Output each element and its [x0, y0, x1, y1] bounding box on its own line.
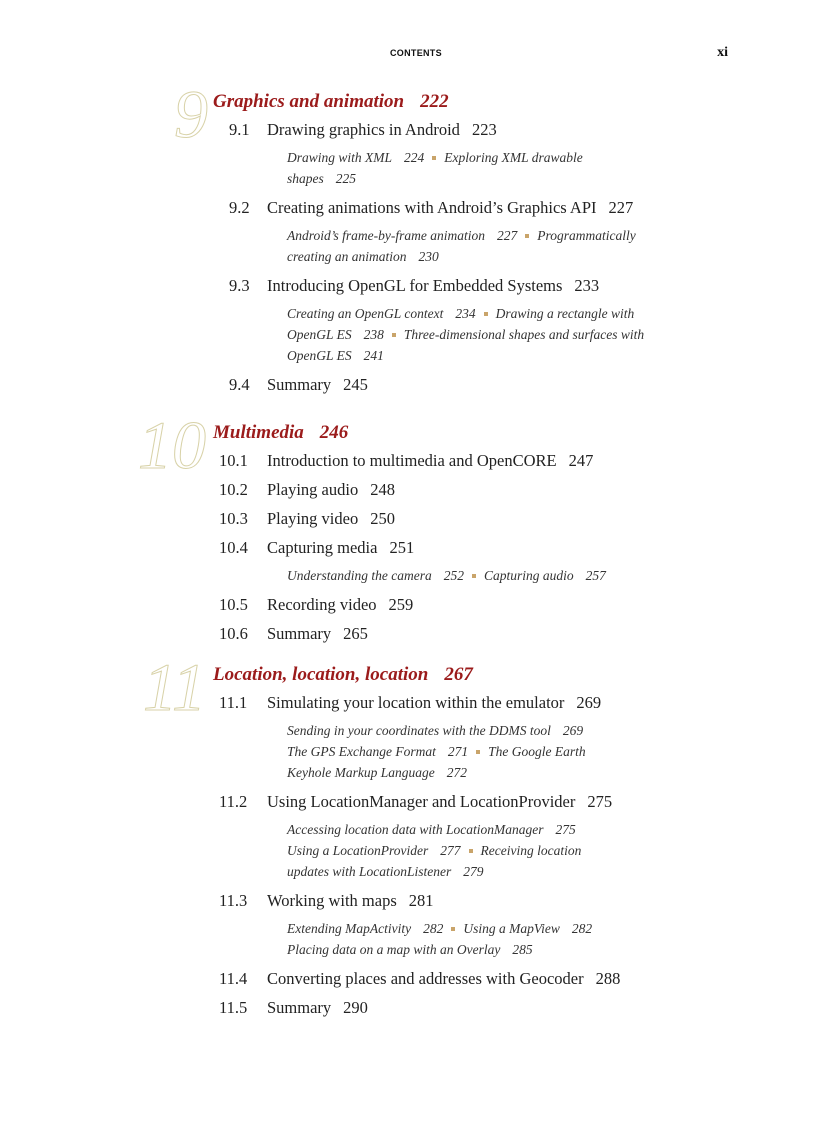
chapter-title-text: Multimedia — [213, 422, 304, 443]
chapter-title-text: Graphics and animation — [213, 91, 405, 112]
bullet-separator — [451, 927, 455, 931]
section-title-text: Capturing media — [267, 538, 378, 557]
subsection-title[interactable]: Creating an OpenGL context — [287, 306, 444, 321]
subsection-title[interactable]: Programmatically — [537, 228, 636, 243]
subsection-page: 275 — [555, 822, 576, 837]
subsection-page: 230 — [418, 249, 439, 264]
section-page: 250 — [370, 509, 395, 528]
subsection-line — [287, 168, 356, 189]
section-title-text: Introduction to multimedia and OpenCORE — [267, 451, 557, 470]
section-title — [267, 890, 434, 912]
bullet-separator — [469, 849, 473, 853]
section-number: 11.3 — [219, 891, 248, 910]
section-title — [267, 623, 368, 645]
subsection-title[interactable]: Understanding the camera — [287, 568, 432, 583]
subsection-page: 225 — [335, 171, 356, 186]
section-page: 233 — [574, 276, 600, 295]
subsection-title[interactable]: Using a MapView — [463, 921, 560, 936]
subsection-title[interactable]: Drawing with XML — [287, 150, 393, 165]
section-title — [267, 374, 368, 396]
section-number: 9.2 — [229, 198, 250, 217]
subsection-line — [287, 225, 636, 246]
subsection-title[interactable]: The Google Earth — [488, 744, 586, 759]
section-page: 247 — [568, 451, 594, 470]
section-entry[interactable] — [0, 997, 816, 1019]
section-page: 288 — [595, 969, 621, 988]
section-page: 248 — [370, 480, 395, 499]
section-title — [267, 997, 368, 1019]
section-number: 10.1 — [219, 451, 248, 470]
bullet-separator — [392, 333, 396, 337]
section-number: 11.2 — [219, 792, 248, 811]
subsection-title[interactable]: Sending in your coordinates with the DDMS tool — [287, 723, 551, 738]
section-number: 9.3 — [229, 276, 250, 295]
subsection-line — [287, 918, 592, 939]
section-entry[interactable] — [0, 623, 816, 645]
section-title-text: Simulating your location within the emulator — [267, 693, 565, 712]
subsection-title[interactable]: Drawing a rectangle with — [495, 306, 635, 321]
subsection-title[interactable]: Accessing location data with LocationManager — [287, 822, 544, 837]
subsection-title[interactable]: creating an animation — [287, 249, 407, 264]
subsection-page: 282 — [423, 921, 444, 936]
subsection-line — [287, 147, 583, 168]
subsection-line — [287, 345, 384, 366]
chapter-title[interactable] — [213, 421, 348, 445]
section-title-text: Summary — [267, 998, 332, 1017]
subsection-line — [287, 819, 576, 840]
subsection-title[interactable]: updates with LocationListener — [287, 864, 452, 879]
subsection-title[interactable]: Android’s frame-by-frame animation — [287, 228, 485, 243]
section-entry[interactable] — [0, 275, 816, 297]
subsection-title[interactable]: Extending MapActivity — [287, 921, 412, 936]
bullet-separator — [472, 574, 476, 578]
section-title-text: Introducing OpenGL for Embedded Systems — [267, 276, 563, 295]
section-title — [267, 119, 497, 141]
subsection-page: 285 — [512, 942, 533, 957]
page-number: xi — [717, 45, 728, 60]
subsection-title[interactable]: OpenGL ES — [287, 348, 352, 363]
subsection-page: 241 — [363, 348, 384, 363]
section-page: 223 — [471, 120, 497, 139]
subsection-page: 224 — [404, 150, 425, 165]
section-title-text: Using LocationManager and LocationProvider — [267, 792, 576, 811]
section-title-text: Creating animations with Android’s Graphics API — [267, 198, 597, 217]
bullet-separator — [484, 312, 488, 316]
subsection-line — [287, 324, 644, 345]
section-number: 10.5 — [219, 595, 248, 614]
subsection-title[interactable]: shapes — [287, 171, 324, 186]
section-page: 269 — [576, 693, 602, 712]
section-page: 259 — [388, 595, 414, 614]
section-number: 10.4 — [219, 538, 248, 557]
section-title-text: Recording video — [267, 595, 377, 614]
subsection-title[interactable]: Placing data on a map with an Overlay — [287, 942, 501, 957]
section-number: 10.6 — [219, 624, 248, 643]
section-number: 11.1 — [219, 693, 248, 712]
section-entry[interactable] — [0, 374, 816, 396]
section-title — [267, 692, 601, 714]
section-title — [267, 594, 413, 616]
section-entry[interactable] — [0, 594, 816, 616]
section-title-text: Playing audio — [267, 480, 359, 499]
subsection-page: 271 — [447, 744, 469, 759]
section-title — [267, 968, 620, 990]
subsection-title[interactable]: Capturing audio — [483, 568, 574, 583]
subsection-line — [287, 939, 533, 960]
subsection-title[interactable]: Three-dimensional shapes and surfaces with — [403, 327, 645, 342]
subsection-title[interactable]: Using a LocationProvider — [287, 843, 429, 858]
chapter-page: 222 — [420, 91, 449, 112]
section-number: 10.2 — [219, 480, 248, 499]
section-page: 290 — [343, 998, 368, 1017]
section-entry[interactable] — [0, 450, 816, 472]
section-page: 265 — [343, 624, 368, 643]
subsection-page: 282 — [571, 921, 593, 936]
section-title-text: Playing video — [267, 509, 359, 528]
subsection-page: 252 — [443, 568, 464, 583]
running-head — [0, 45, 816, 62]
bullet-separator — [525, 234, 529, 238]
subsection-title[interactable]: OpenGL ES — [287, 327, 352, 342]
subsection-title[interactable]: Exploring XML drawable — [444, 150, 583, 165]
section-title — [267, 791, 612, 813]
section-title-text: Summary — [267, 624, 332, 643]
subsection-line — [287, 741, 586, 762]
section-title — [267, 537, 414, 559]
section-entry[interactable] — [0, 692, 816, 714]
section-entry[interactable] — [0, 537, 816, 559]
section-entry[interactable] — [0, 791, 816, 813]
section-number: 9.1 — [229, 120, 250, 139]
subsection-line — [287, 840, 581, 861]
subsection-line — [287, 861, 484, 882]
subsection-line — [287, 246, 439, 267]
chapter-title[interactable] — [213, 90, 449, 114]
subsection-title[interactable]: The GPS Exchange Format — [287, 744, 436, 759]
chapter-number: 11 — [143, 649, 206, 725]
section-entry[interactable] — [0, 890, 816, 912]
section-number: 11.4 — [219, 969, 248, 988]
subsection-page: 272 — [446, 765, 467, 780]
running-title: CONTENTS — [390, 48, 442, 58]
section-page: 245 — [343, 375, 368, 394]
section-number: 11.5 — [219, 998, 248, 1017]
section-title-text: Drawing graphics in Android — [267, 120, 460, 139]
section-title-text: Summary — [267, 375, 332, 394]
section-title — [267, 275, 599, 297]
subsection-page: 257 — [585, 568, 606, 583]
section-title — [267, 479, 395, 501]
chapter-number: 10 — [138, 407, 206, 483]
section-page: 281 — [408, 891, 434, 910]
section-number: 10.3 — [219, 509, 248, 528]
subsection-page: 269 — [562, 723, 584, 738]
section-title — [267, 508, 395, 530]
chapter-page: 267 — [444, 664, 473, 685]
section-title — [267, 197, 633, 219]
section-entry[interactable] — [0, 197, 816, 219]
subsection-line — [287, 762, 467, 783]
chapter-title[interactable] — [213, 663, 473, 687]
section-page: 227 — [608, 198, 634, 217]
section-entry[interactable] — [0, 508, 816, 530]
subsection-page: 238 — [363, 327, 384, 342]
section-entry[interactable] — [0, 968, 816, 990]
subsection-line — [287, 565, 606, 586]
section-page: 275 — [587, 792, 613, 811]
chapter-title-text: Location, location, location — [213, 664, 429, 685]
section-entry[interactable] — [0, 479, 816, 501]
section-title-text: Converting places and addresses with Geocoder — [267, 969, 584, 988]
section-number: 9.4 — [229, 375, 250, 394]
subsection-title[interactable]: Receiving location — [480, 843, 582, 858]
subsection-line — [287, 303, 634, 324]
bullet-separator — [476, 750, 480, 754]
subsection-line — [287, 720, 583, 741]
subsection-page: 234 — [455, 306, 476, 321]
chapter-page: 246 — [319, 422, 349, 443]
section-title — [267, 450, 593, 472]
bullet-separator — [432, 156, 436, 160]
subsection-page: 277 — [440, 843, 461, 858]
subsection-page: 227 — [497, 228, 518, 243]
subsection-page: 279 — [463, 864, 484, 879]
section-page: 251 — [389, 538, 415, 557]
section-title-text: Working with maps — [267, 891, 397, 910]
section-entry[interactable] — [0, 119, 816, 141]
chapter-number: 9 — [174, 76, 208, 152]
subsection-title[interactable]: Keyhole Markup Language — [287, 765, 435, 780]
